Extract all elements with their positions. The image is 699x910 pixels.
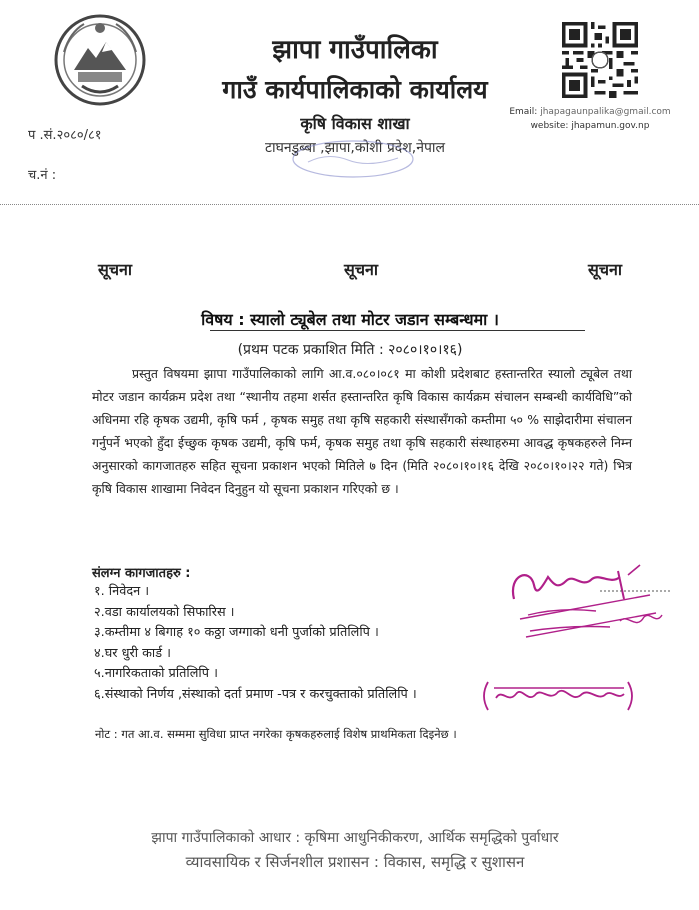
first-published-date: (प्रथम पटक प्रकाशित मिति : २०८०।१०।१६) <box>237 342 463 358</box>
list-item: २.वडा कार्यालयको सिफारिस । <box>94 604 235 620</box>
list-item: १. निवेदन । <box>94 584 150 599</box>
list-item: ६.संस्थाको निर्णय ,संस्थाको दर्ता प्रमाण -पत्र र करचुक्ताको प्रतिलिपि । <box>94 686 417 702</box>
branch-name: कृषि विकास शाखा <box>300 114 410 133</box>
notice-body: प्रस्तुत विषयमा झापा गाउँपालिकाको लागि आ.व.०८०।०८१ मा कोशी प्रदेशबाट हस्तान्तरित स्यालो ट्यूबेल तथा मोटर जडान कार्यक्रम प्रदेश तथा “स्थानीय तहमा शर्सत हस्तान्तरित कृषि विकास कार्यक्रम संचालन सम्बन्धी कार्यविधि”को अधिनमा रहि कृषक उद्यमी, कृषि फर्म , कृषक समुह तथा कृषि सहकारी संस्थासँगको कम्तीमा ५० % साझेदारीमा संचालन गर्नुपर्ने भएको हुँदा ईच्छुक कृषक उद्यमी, कृषि फर्म, कृषक समुह तथा कृषि सहकारी संस्थाहरुमा आवद्ध कृषकहरुले निम्न अनुसारको कागजातहरु सहित सूचना प्रकाशन भएको मितिले ७ दिन (मिति २०८०।१०।१६ देखि २०८०।१०।२२ गते) भित्र कृषि विकास शाखामा निवेदन दिनुहुन यो सूचना प्रकाशन गरिएको छ । <box>92 366 632 496</box>
email-label: Email: <box>509 107 538 117</box>
footer-motto-line1: झापा गाउँपालिकाको आधार : कृषिमा आधुनिकीकरण, आर्थिक समृद्धिको पुर्वाधार <box>151 830 559 846</box>
office-name: गाउँ कार्यपालिकाको कार्यालय <box>222 75 488 104</box>
email-value: jhapagaunpalika@gmail.com <box>540 107 671 117</box>
footer-motto-line2: व्यावसायिक र सिर्जनशील प्रशासन : विकास, समृद्धि र सुशासन <box>185 853 525 871</box>
notice-label-center: सूचना <box>344 260 379 279</box>
header-divider <box>0 204 699 205</box>
attachments-list <box>94 582 417 706</box>
handwritten-signature <box>500 555 680 660</box>
reference-number: प .सं.२०८०/८१ <box>28 128 102 143</box>
list-item: ४.घर धुरी कार्ड । <box>94 645 171 661</box>
attachments-title: संलग्न कागजातहरु : <box>92 566 191 581</box>
subject-underline <box>210 330 585 331</box>
nepal-emblem-icon <box>52 12 148 108</box>
office-address: टाघनडुब्बा ,झापा,कोशी प्रदेश,नेपाल <box>264 140 446 156</box>
notice-label-left: सूचना <box>98 260 133 279</box>
office-stamp <box>288 138 418 180</box>
qr-code-icon <box>562 22 638 98</box>
subject-line: विषय : स्यालो ट्यूबेल तथा मोटर जडान सम्बन्धमा । <box>201 310 499 329</box>
dispatch-number: च.नं : <box>28 168 57 183</box>
notice-label-right: सूचना <box>588 260 623 279</box>
organization-name: झापा गाउँपालिका <box>272 35 438 65</box>
priority-note: नोट : गत आ.व. सम्ममा सुविधा प्राप्त नगरेका कृषकहरुलाई विशेष प्राथमिकता दिइनेछ । <box>95 727 457 741</box>
handwritten-note <box>478 676 638 716</box>
list-item: ३.कम्तीमा ४ बिगाह १० कठ्ठा जग्गाको धनी पुर्जाको प्रतिलिपि । <box>94 625 379 641</box>
contact-email <box>500 107 680 117</box>
list-item: ५.नागरिकताको प्रतिलिपि । <box>94 666 218 682</box>
contact-website: website: jhapamun.gov.np <box>530 121 650 131</box>
